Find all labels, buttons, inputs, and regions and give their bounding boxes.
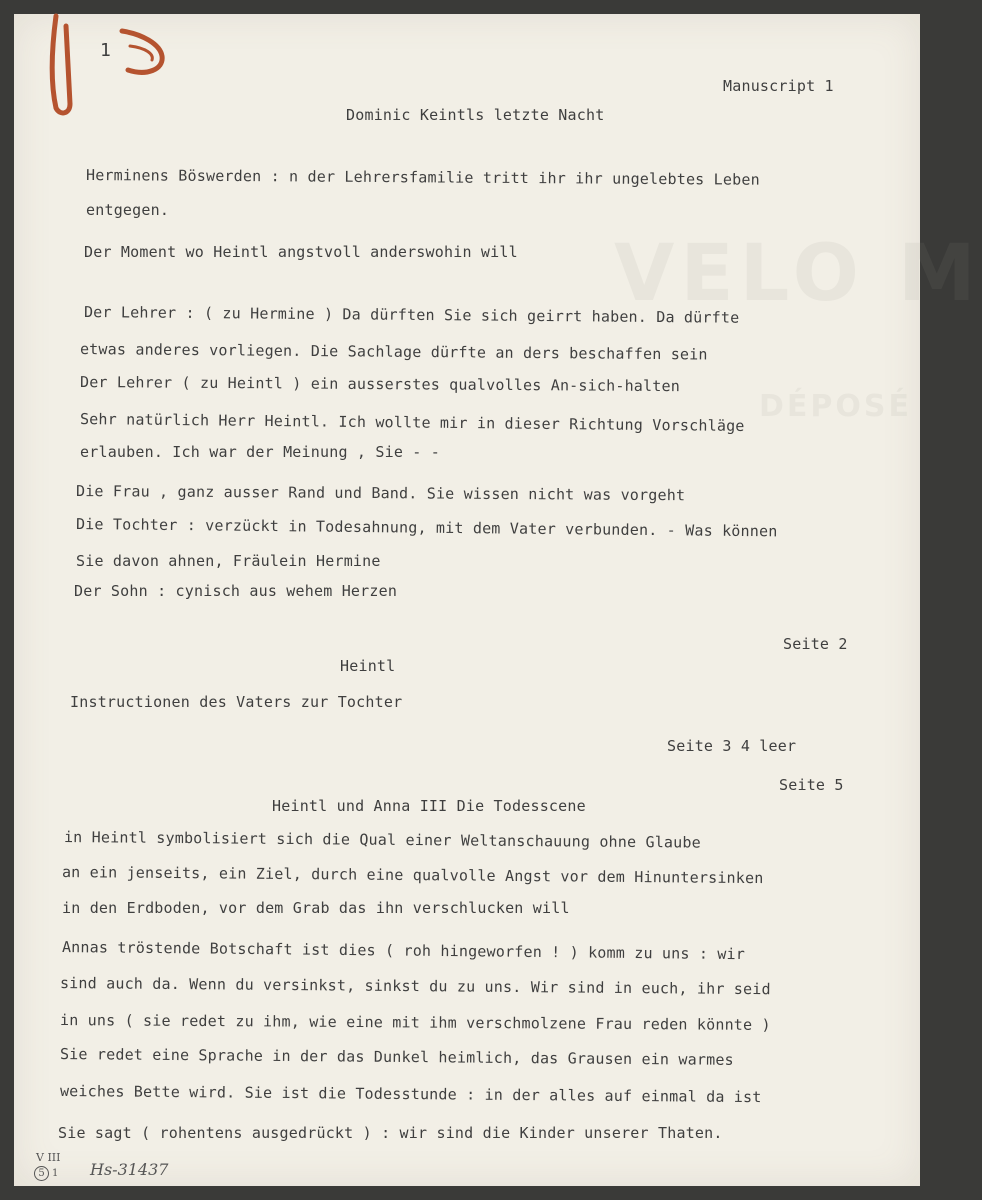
text-line: an ein jenseits, ein Ziel, durch eine qualvolle Angst vor dem Hinuntersinken: [61, 863, 764, 888]
text-line: Instructionen des Vaters zur Tochter: [70, 693, 403, 711]
text-line: Der Lehrer ( zu Heintl ) ein ausserstes qualvolles An-sich-halten: [79, 373, 681, 396]
watermark-velo: VELO M: [614, 229, 982, 319]
text-line: in Heintl symbolisiert sich die Qual einer Weltanschauung ohne Glaube: [63, 828, 701, 852]
text-line: etwas anderes vorliegen. Die Sachlage dürfte an ders beschaffen sein: [79, 340, 708, 364]
page-marker-seite-5: Seite 5: [779, 776, 844, 794]
pencil-roman-mark: V III: [36, 1151, 61, 1164]
header-right: Manuscript 1: [723, 77, 834, 95]
text-line: in uns ( sie redet zu ihm, wie eine mit ihm verschmolzene Frau reden könnte ): [59, 1011, 771, 1034]
text-line: Der Moment wo Heintl angstvoll anderswohin will: [84, 243, 518, 261]
text-line: Die Frau , ganz ausser Rand und Band. Sie wissen nicht was vorgeht: [75, 482, 686, 505]
section-heading-heintl: Heintl: [340, 657, 396, 675]
page-marker-seite-3-4: Seite 3 4 leer: [667, 737, 797, 755]
text-line: Die Tochter : verzückt in Todesahnung, mit dem Vater verbunden. - Was können: [75, 515, 778, 541]
text-line: Sie sagt ( rohentens ausgedrückt ) : wir sind die Kinder unserer Thaten.: [58, 1124, 723, 1142]
page-marker-seite-2: Seite 2: [783, 635, 848, 653]
watermark-depose: DÉPOSÉ: [759, 389, 912, 424]
text-line: weiches Bette wird. Sie ist die Todesstunde : in der alles auf einmal da ist: [59, 1082, 762, 1107]
section-heading-todesscene: Heintl und Anna III Die Todesscene: [272, 797, 586, 815]
text-line: Der Lehrer : ( zu Hermine ) Da dürften Sie sich geirrt haben. Da dürfte: [83, 303, 740, 327]
text-line: Sehr natürlich Herr Heintl. Ich wollte mir in dieser Richtung Vorschläge: [79, 410, 745, 435]
corner-mark: 1: [100, 40, 112, 61]
text-line: Der Sohn : cynisch aus wehem Herzen: [74, 582, 398, 600]
text-line: in den Erdboden, vor dem Grab das ihn verschlucken will: [62, 899, 570, 917]
archive-stamp-mark: [42, 6, 172, 121]
document-title: Dominic Keintls letzte Nacht: [346, 106, 605, 124]
manuscript-page: [14, 14, 982, 1186]
text-line: Annas tröstende Botschaft ist dies ( roh hingeworfen ! ) komm zu uns : wir: [61, 938, 746, 964]
pencil-small-mark: 1: [52, 1168, 59, 1179]
text-line: erlauben. Ich war der Meinung , Sie - -: [80, 443, 440, 461]
pencil-circled-number: [34, 1166, 49, 1181]
text-line: Herminens Böswerden : n der Lehrersfamilie tritt ihr ihr ungelebtes Leben: [85, 166, 760, 189]
text-line: Sie redet eine Sprache in der das Dunkel heimlich, das Grausen ein warmes: [59, 1045, 734, 1069]
circled-number-text: 5: [38, 1168, 45, 1179]
text-line: Sie davon ahnen, Fräulein Hermine: [76, 552, 381, 570]
text-line: entgegen.: [86, 201, 170, 219]
shelfmark: Hs-31437: [90, 1160, 169, 1179]
text-line: sind auch da. Wenn du versinkst, sinkst du zu uns. Wir sind in euch, ihr seid: [59, 974, 771, 999]
